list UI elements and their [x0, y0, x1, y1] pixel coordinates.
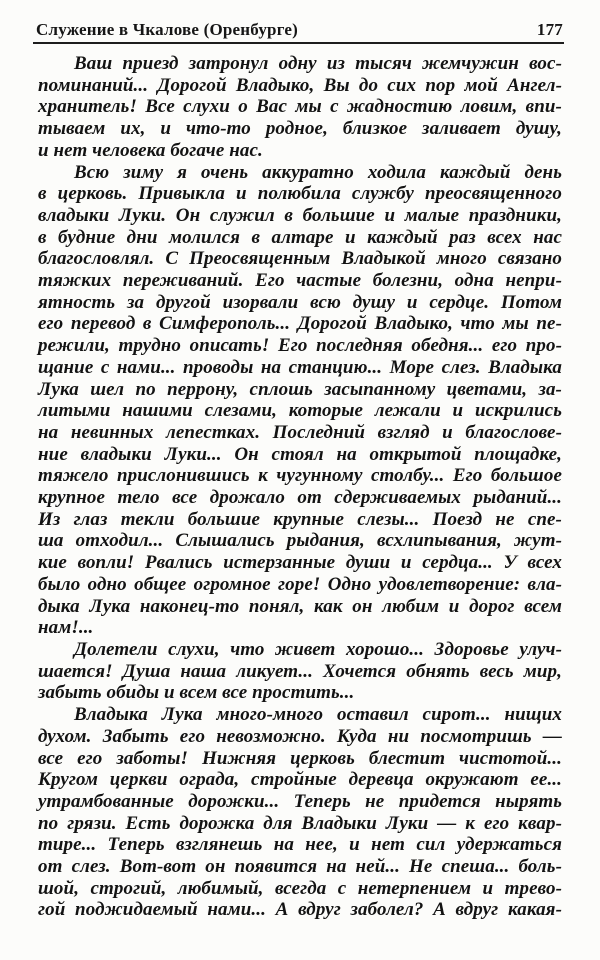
text-line: в будние дни молился в алтаре и каждый раз всех нас — [38, 226, 562, 248]
page-header — [36, 20, 563, 40]
text-line: шой, строгий, любимый, всегда с нетерпением и трево- — [38, 877, 562, 899]
text-line: тываем их, и что-то родное, близкое заливает душу, — [38, 118, 562, 140]
text-line: литыми нашими слезами, которые лежали и искрились — [38, 400, 562, 422]
text-line: Ваш приезд затронул одну из тысяч жемчужин вос- — [74, 53, 562, 74]
paragraph — [38, 162, 562, 639]
text-line: владыки Луки. Он служил в большие и малые праздники, — [38, 204, 562, 226]
header-rule — [33, 42, 564, 44]
text-line: забыть обиды и всем все простить... — [38, 682, 355, 704]
text-line: утрамбованные дорожки... Теперь не придется нырять — [38, 790, 562, 812]
text-line: духом. Забыть его невозможно. Куда ни посмотришь — — [38, 725, 562, 747]
text-line: хранитель! Все слухи о Вас мы с жадностию ловим, впи- — [38, 96, 562, 118]
text-line: поминаний... Дорогой Владыко, Вы до сих пор мой Ангел- — [38, 74, 562, 96]
text-line: гой поджидаемый нами... А вдруг заболел? А вдруг какая- — [38, 899, 562, 921]
text-line: тире... Теперь взглянешь на нее, и нет сил удержаться — [38, 834, 562, 856]
running-title: Служение в Чкалове (Оренбурге) — [36, 20, 298, 39]
text-line: нам!... — [38, 617, 94, 639]
text-line: ша отходил... Слышались рыдания, всхлипывания, жут- — [38, 530, 562, 552]
text-line: по грязи. Есть дорожка для Владыки Луки — к его квар- — [38, 812, 562, 834]
text-line: тяжело прислонившись к чугунному столбу... Его большое — [38, 465, 562, 487]
text-line: Из глаз текли большие крупные слезы... Поезд не спе- — [38, 508, 562, 530]
text-line: Кругом церкви ограда, стройные деревца окружают ее... — [38, 769, 562, 791]
text-line: от слез. Вот-вот он появится на ней... Не спеша... боль- — [38, 856, 562, 878]
text-line: было одно общее огромное горе! Одно удовлетворение: вла- — [38, 573, 562, 595]
paragraph — [38, 639, 562, 704]
text-line: дыка Лука наконец-то понял, как он любим и дорог всем — [38, 595, 562, 617]
text-line: все его заботы! Нижняя церковь блестит чистотой... — [38, 747, 562, 769]
text-line: в церковь. Привыкла и полюбила службу преосвященного — [38, 183, 562, 205]
page-body — [38, 53, 562, 921]
text-line: Всю зиму я очень аккуратно ходила каждый день — [74, 161, 562, 183]
text-line: его перевод в Симферополь... Дорогой Владыко, что мы пе- — [38, 313, 562, 335]
text-line: Лука шел по перрону, сплошь засыпанному цветами, за- — [38, 378, 562, 400]
text-line: благословлял. С Преосвященным Владыкой много связано — [38, 248, 562, 270]
text-line: ятность за другой изорвали всю душу и сердце. Потом — [38, 291, 562, 313]
paragraph — [38, 53, 562, 162]
text-line: Владыка Лука много-много оставил сирот... нищих — [74, 704, 562, 726]
text-line: тяжких переживаний. Его частые болезни, одна непри- — [38, 270, 562, 292]
text-line: щание с нами... проводы на станцию... Море слез. Владыка — [38, 356, 562, 378]
text-line: на невинных лепестках. Последний взгляд и благослове- — [38, 421, 562, 443]
text-line: и нет человека богаче нас. — [38, 139, 263, 161]
text-line: шается! Душа наша ликует... Хочется обнять весь мир, — [38, 660, 562, 682]
text-line: кие вопли! Рвались истерзанные души и сердца... У всех — [38, 552, 562, 574]
text-line: Долетели слухи, что живет хорошо... Здоровье улуч- — [74, 638, 562, 660]
page-number: 177 — [536, 20, 563, 39]
text-line: крупное тело все дрожало от сдерживаемых рыданий... — [38, 487, 562, 509]
text-line: ние владыки Луки... Он стоял на открытой площадке, — [38, 443, 562, 465]
text-line: режили, трудно описать! Его последняя обедня... его про- — [38, 335, 562, 357]
paragraph — [38, 704, 562, 921]
